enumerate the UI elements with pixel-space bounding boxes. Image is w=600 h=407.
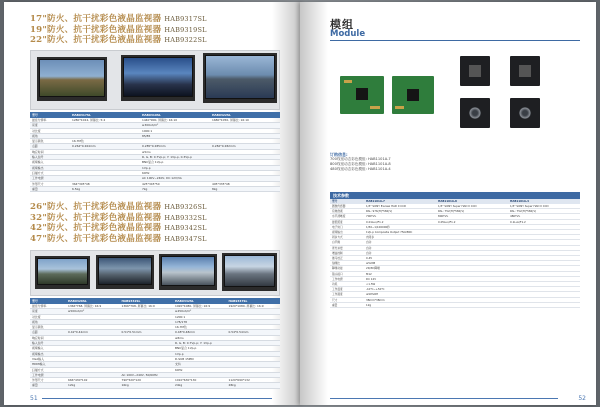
row-label: 图像传感器: [330, 204, 364, 209]
row-label: 重量: [30, 186, 70, 191]
row-value: 1010*630*130: [173, 378, 227, 383]
row-label: 工作电源: [330, 276, 364, 281]
row-label: 显示颜色: [30, 139, 70, 144]
row-value: -10℃~+50℃: [364, 287, 436, 292]
row-label: HDMI输入: [30, 362, 66, 367]
row-label: 视频输入: [30, 160, 70, 165]
row-label: VGA输入: [30, 356, 66, 361]
row-label: 点距: [30, 144, 70, 149]
group1-titles: [30, 14, 207, 46]
table-row: [30, 383, 280, 388]
page-title: 模组: [330, 18, 354, 31]
row-label: 亮度: [30, 123, 70, 128]
row-label: 扫描方式: [30, 367, 66, 372]
row-value: 666*430*102: [66, 378, 120, 383]
row-value: 1Vp-p Composite Output 75Ω BNC: [364, 230, 436, 235]
row-value: D-SUB 15PIN: [173, 356, 227, 361]
group1-product-photos: [30, 50, 280, 110]
row-label: 重量: [330, 302, 364, 307]
row-value: ≥52dB: [364, 261, 436, 266]
row-label: 重量: [30, 383, 66, 388]
table-row: [30, 186, 280, 191]
row-label: 输入信号: [30, 341, 66, 346]
row-value: 0.45: [364, 256, 436, 261]
row-value: 495*335*48: [210, 181, 280, 186]
row-value: AC 100V~240V, DC 12V/3A: [140, 176, 210, 181]
row-value: 16kg: [120, 383, 174, 388]
row-value: 自动: [364, 240, 436, 245]
row-value: 1920*1080, 屏幕比: 16:9: [227, 304, 281, 309]
row-value: 24kg: [173, 383, 227, 388]
row-value: 60Hz: [173, 367, 227, 372]
row-value: 1Vp-p: [140, 165, 210, 170]
row-value: R, G, B: 0.7Vp-p; Y: 1Vp-p: [173, 341, 227, 346]
row-label: 对比度: [30, 314, 66, 319]
row-value: 425*345*50: [140, 181, 210, 186]
monitor-22-image: [203, 53, 277, 103]
row-label: 白平衡: [330, 240, 364, 245]
row-value: 0.42*0.42mm: [66, 330, 120, 335]
row-value: 12kg: [66, 383, 120, 388]
title-row: 22"防火、抗干扰彩色液晶监视器 HAB9322SL: [30, 35, 207, 45]
row-label: 显示颜色: [30, 325, 66, 330]
row-value: 1200:1: [173, 314, 227, 319]
row-value: ≥450cd/m²: [173, 309, 227, 314]
monitor-17-image: [37, 57, 107, 101]
row-value: R, G, B: 0.7Vp-p; Y: 1Vp-p, 0.3Vp-p: [140, 155, 210, 160]
group2-product-photos: [30, 250, 280, 296]
row-label: 镜头接口: [330, 271, 364, 276]
row-label: 功耗: [330, 282, 364, 287]
row-value: 800TVL: [436, 214, 508, 219]
row-label: 同步方式: [330, 235, 364, 240]
monitor-26-image: [35, 256, 90, 289]
row-label: 尺寸: [330, 297, 364, 302]
monitor-47-image: [222, 253, 277, 291]
row-label: 背光补偿: [330, 245, 364, 250]
row-value: DC 12V: [364, 276, 436, 281]
row-value: 28kg: [227, 383, 281, 388]
row-value: 1920*1080, 屏幕比: 16:9: [173, 304, 227, 309]
row-value: 1Vp-p: [173, 351, 227, 356]
row-value: 0.51*0.51mm: [120, 330, 174, 335]
tech-section-label: 技术参数: [330, 192, 580, 199]
row-label: 最低照度: [330, 219, 364, 224]
row-value: 700TVL: [364, 214, 436, 219]
row-label: 视角: [30, 133, 70, 138]
row-value: 16.7M色: [70, 139, 140, 144]
row-label: 最佳分辨率: [30, 304, 66, 309]
row-value: [436, 302, 508, 307]
row-value: 790*520*120: [120, 378, 174, 383]
row-value: 1366*768, 屏幕比: 16:9: [120, 304, 174, 309]
row-label: 有效像素: [330, 209, 364, 214]
title-row: 47"防火、抗干扰彩色液晶监视器 HAB9347SL: [30, 233, 207, 244]
row-value: 1440*900, 屏幕比: 16:10: [140, 118, 210, 123]
title-row: 26"防火、抗干扰彩色液晶监视器 HAB9326SL: [30, 202, 207, 212]
row-label: 对比度: [30, 128, 70, 133]
row-value: <1.5W: [364, 282, 436, 287]
row-value: ≥500cd/m²: [66, 309, 120, 314]
monitor-32-image: [96, 255, 154, 289]
row-value: 0.01Lux/F1.2: [364, 219, 436, 224]
row-value: 0.282*0.282mm: [210, 144, 280, 149]
row-label: 外形尺寸: [30, 181, 70, 186]
page-number-right: 52: [578, 395, 586, 402]
left-page: [4, 2, 300, 405]
row-value: ≤90%RH: [364, 292, 436, 297]
module-board-image: [510, 56, 540, 86]
module-board-image: [392, 76, 434, 114]
row-label: 响应时间: [30, 149, 70, 154]
row-value: 0.1Lux/F1.2: [508, 219, 580, 224]
table-row: [330, 204, 580, 209]
row-value: 0.285*0.285mm: [140, 144, 210, 149]
row-value: 1366*768, 屏幕比: 16:9: [66, 304, 120, 309]
row-label: 工作湿度: [330, 292, 364, 297]
row-value: 85/85: [140, 133, 210, 138]
row-value: 0.05Lux/F1.2: [436, 219, 508, 224]
row-label: 输入信号: [30, 155, 70, 160]
title-row: 32"防火、抗干扰彩色液晶监视器 HAB9332SL: [30, 212, 207, 223]
row-label: 增益控制: [330, 250, 364, 255]
row-value: 1/3" SONY Exview HAD II CCD: [364, 204, 436, 209]
row-value: [508, 302, 580, 307]
row-value: PAL: 752(H)*582(V): [436, 209, 508, 214]
row-value: 12g: [364, 302, 436, 307]
row-label: 伽马校正: [330, 256, 364, 261]
row-value: 7kg: [140, 186, 210, 191]
monitor-19-image: [121, 55, 195, 101]
row-value: 1/3" SONY Super HAD II CCD: [436, 204, 508, 209]
row-value: 0.54*0.54mm: [227, 330, 281, 335]
row-value: 8kg: [210, 186, 280, 191]
row-label: 电子快门: [330, 224, 364, 229]
module-board-image: [340, 76, 384, 114]
title-row: 17"防火、抗干扰彩色液晶监视器 HAB9317SL: [30, 14, 207, 24]
group2-titles: [30, 202, 207, 244]
row-label: 外形尺寸: [30, 378, 66, 383]
row-label: 视频输出: [30, 165, 70, 170]
row-value: 1/3" SONY Super HAD II CCD: [508, 204, 580, 209]
row-label: 信噪比: [330, 261, 364, 266]
row-label: 亮度: [30, 309, 66, 314]
row-label: 最佳分辨率: [30, 118, 70, 123]
row-value: 38mm*38mm: [364, 297, 436, 302]
row-value: 6.5kg: [70, 186, 140, 191]
row-label: 工作电源: [30, 372, 66, 377]
row-label: 水平清晰度: [330, 214, 364, 219]
group1-spec-table: 型号 HAB9317SL HAB9319SL HAB9322SL 最佳分辨率 1280*1024, 屏幕比: 5:4 1440*900, 屏幕比: 16:10 1680*1050, 屏幕比: 16:10 亮度 ≥300cd/m² 对比度 1000:1 视角 85/85 显示颜色 16.7M色 点距 0.264*0.264mm 0.285*0.285mm 0.282*0.282mm 响应时间 ≤5ms 输入信号 R, G, B: 0.7Vp-p; Y: 1Vp-p, 0.3Vp-p 视频输入 BNC复合 1Vp-p 视频输出 1Vp-p 扫描方式 60Hz 工作电源 AC 100V~240V, DC 12V/3A 外形尺寸 364*305*48 425*345*50 495*335*48 重量 6.5kg 7kg 8kg: [30, 112, 280, 192]
row-label: 视频输入: [30, 346, 66, 351]
row-value: ≤5ms: [140, 149, 210, 154]
row-value: 1000:1: [140, 128, 210, 133]
row-value: 自动: [364, 250, 436, 255]
row-label: 工作电源: [30, 176, 70, 181]
row-label: 视频输出: [30, 351, 66, 356]
row-label: 视频输出: [330, 230, 364, 235]
row-value: 364*305*48: [70, 181, 140, 186]
page-subtitle: Module: [330, 29, 366, 39]
row-value: 2D/3D降噪: [364, 266, 436, 271]
row-value: 内同步: [364, 235, 436, 240]
order-info: 订购信息: 700线宽动态彩色模组: HAB1101A-7 800线宽动态彩色模组: HAB1101A-8 480线宽动态彩色模组: HAB1101A-4: [330, 152, 391, 171]
table-row: [330, 302, 580, 307]
row-value: 0.48*0.48mm: [173, 330, 227, 335]
row-value: AC 100V~240V, 50/60Hz: [120, 372, 174, 377]
row-label: 点距: [30, 330, 66, 335]
row-value: 支持: [173, 362, 227, 367]
row-value: BNC复合 1Vp-p: [173, 346, 227, 351]
row-label: 扫描方式: [30, 170, 70, 175]
row-value: ≥300cd/m²: [140, 123, 210, 128]
row-value: 1/50~1/100000秒: [364, 224, 436, 229]
row-value: 178/178: [173, 319, 227, 324]
row-value: BNC复合 1Vp-p: [140, 160, 210, 165]
row-value: 16.7M色: [173, 325, 227, 330]
row-label: 降噪功能: [330, 266, 364, 271]
module-spec-table: 型号 HAB1101A-7 HAB1101A-8 HAB1101A-4 图像传感器 1/3" SONY Exview HAD II CCD 1/3" SONY Super HAD II CCD 1/3" SONY Super HAD II CCD 有效像素 PAL: 976(H)*582(V) PAL: 752(H)*582(V) PAL: 752(H)*582(V) 水平清晰度 700TVL 800TVL 480TVL 最低照度 0.01Lux/F1.2 0.05Lux/F1.2 0.1Lux/F1.2 电子快门 1/50~1/100000秒 视频输出 1Vp-p Composite Output 75Ω BNC 同步方式 内同步 白平衡 自动 背光补偿 自动 增益控制 自动 伽马校正 0.45 信噪比 ≥52dB 降噪功能 2D/3D降噪 镜头接口 M12 工作电源 DC 12V 功耗 <1.5W 工作温度 -10℃~+50℃ 工作湿度 ≤90%RH 尺寸 38mm*38mm 重量 12g: [330, 199, 580, 308]
row-value: 0.264*0.264mm: [70, 144, 140, 149]
right-page: [300, 2, 596, 405]
page-number-left: 51: [30, 395, 38, 402]
row-label: 响应时间: [30, 335, 66, 340]
group2-spec-table: 型号 HAB9326SL HAB9332SL HAB9342SL HAB9347SL 最佳分辨率 1366*768, 屏幕比: 16:9 1366*768, 屏幕比: 16:9 1920*1080, 屏幕比: 16:9 1920*1080, 屏幕比: 16:9 亮度 ≥500cd/m² ≥450cd/m² 对比度 1200:1 视角 178/178 显示颜色 16.7M色 点距 0.42*0.42mm 0.51*0.51mm 0.48*0.48mm 0.54*0.54mm 响应时间 ≤8ms 输入信号 R, G, B: 0.7Vp-p; Y: 1Vp-p 视频输入 BNC复合 1Vp-p 视频输出 1Vp-p VGA输入 D-SUB 15PIN HDMI输入 支持 扫描方式 60Hz 工作电源 AC 100V~240V, 50/60Hz 外形尺寸 666*430*102 790*520*120 1010*630*130 1120*690*132 重量 12kg 16kg 24kg 28kg: [30, 298, 280, 389]
row-value: 60Hz: [140, 170, 210, 175]
module-board-image: [460, 98, 490, 128]
module-board-image: [510, 98, 540, 128]
row-value: M12: [364, 271, 436, 276]
title-row: 19"防火、抗干扰彩色液晶监视器 HAB9319SL: [30, 24, 207, 35]
row-label: 视角: [30, 319, 66, 324]
row-value: 1280*1024, 屏幕比: 5:4: [70, 118, 140, 123]
row-value: PAL: 976(H)*582(V): [364, 209, 436, 214]
row-value: 1680*1050, 屏幕比: 16:10: [210, 118, 280, 123]
module-board-image: [460, 56, 490, 86]
row-label: 工作温度: [330, 287, 364, 292]
row-value: PAL: 752(H)*582(V): [508, 209, 580, 214]
row-value: 1120*690*132: [227, 378, 281, 383]
row-value: 480TVL: [508, 214, 580, 219]
monitor-42-image: [159, 254, 217, 290]
row-value: ≤8ms: [173, 335, 227, 340]
row-value: 自动: [364, 245, 436, 250]
title-row: 42"防火、抗干扰彩色液晶监视器 HAB9342SL: [30, 223, 207, 233]
